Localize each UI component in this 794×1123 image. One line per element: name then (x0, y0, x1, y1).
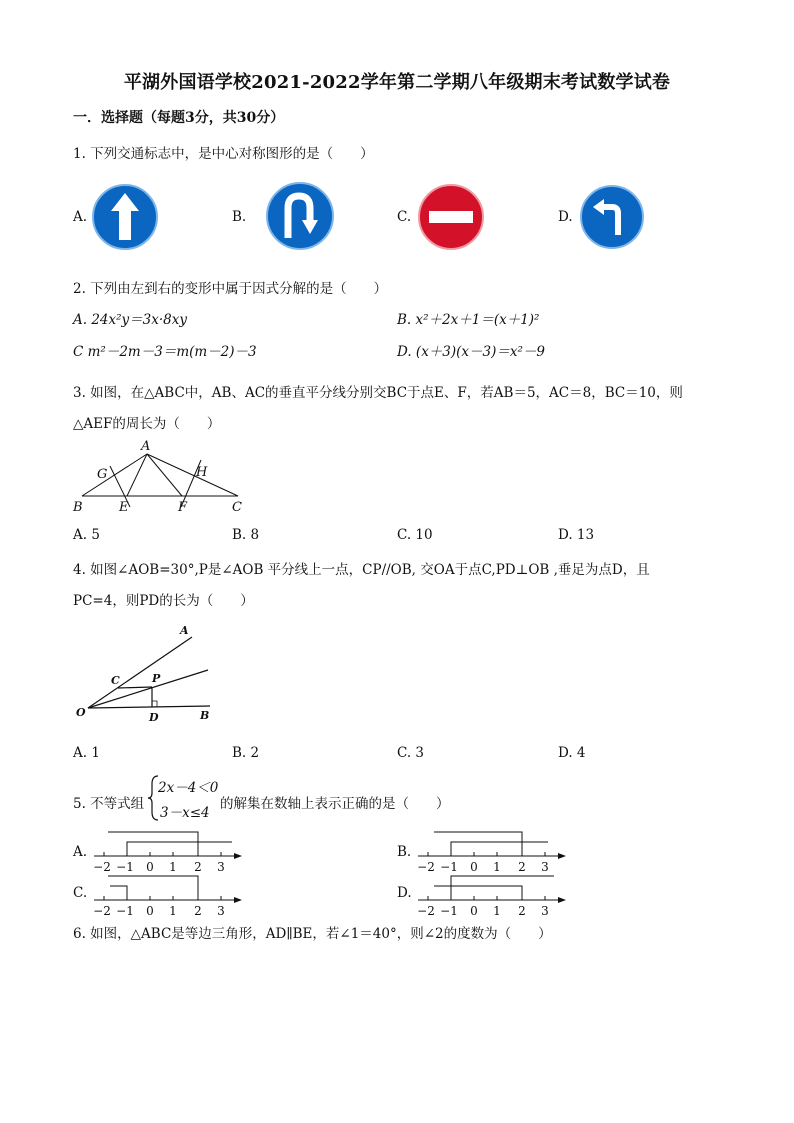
up-arrow-sign-icon (92, 184, 158, 250)
q3-option-b: B. 8 (232, 527, 260, 543)
tick-label: 2 (518, 860, 526, 873)
tick-label: 1 (169, 860, 177, 873)
q3-label-e: E (119, 500, 129, 515)
q4-label-p: P (152, 672, 161, 685)
q2-option-d: D. (x＋3)(x－3)＝x²－9 (397, 344, 546, 360)
tick-label: 0 (146, 904, 154, 917)
tick-label: 3 (541, 860, 549, 873)
q5-stem-pre: 5. 不等式组 (73, 796, 145, 812)
q3-label-h: H (196, 465, 208, 480)
tick-label: 1 (493, 904, 501, 917)
q3-label-a: A (141, 439, 151, 454)
tick-label: −2 (93, 904, 111, 917)
tick-label: −1 (440, 904, 458, 917)
q1-label-a: A. (73, 209, 88, 225)
q4-option-b: B. 2 (232, 745, 260, 761)
q1-label-c: C. (397, 209, 412, 225)
tick-label: 3 (217, 904, 225, 917)
q3-label-f: F (178, 500, 188, 515)
u-turn-sign-icon (266, 182, 334, 250)
q5-numberline-b (414, 828, 569, 873)
tick-label: −1 (440, 860, 458, 873)
turn-left-sign-icon (580, 185, 644, 249)
q5-numberline-c (90, 872, 245, 917)
q3-label-g: G (97, 467, 108, 482)
exam-title: 平湖外国语学校2021-2022学年第二学期八年级期末考试数学试卷 (123, 72, 671, 93)
q5-label-c: C. (73, 885, 88, 901)
q1-stem: 1. 下列交通标志中，是中心对称图形的是（ ） (73, 146, 374, 162)
q4-stem-line2: PC=4，则PD的长为（ ） (73, 593, 254, 609)
q3-option-d: D. 13 (558, 527, 595, 543)
q4-label-d: D (149, 711, 159, 724)
section-heading: 一．选择题（每题3分，共30分） (73, 110, 285, 126)
tick-label: 2 (518, 904, 526, 917)
q3-label-c: C (232, 500, 242, 515)
tick-label: −2 (417, 860, 435, 873)
q4-label-c: C (111, 674, 120, 687)
q4-label-a: A (180, 624, 189, 637)
tick-label: 1 (169, 904, 177, 917)
q6-stem: 6. 如图，△ABC是等边三角形，AD∥BE，若∠1＝40°，则∠2的度数为（ ） (73, 926, 552, 942)
q4-label-o: O (76, 706, 86, 719)
q2-option-b: B. x²＋2x＋1＝(x＋1)² (397, 312, 540, 328)
q5-label-b: B. (397, 844, 412, 860)
tick-label: −2 (417, 904, 435, 917)
q4-option-a: A. 1 (73, 745, 100, 761)
q5-numberline-a (90, 828, 245, 873)
tick-label: 1 (493, 860, 501, 873)
no-entry-sign-icon (418, 184, 484, 250)
q5-stem-post: 的解集在数轴上表示正确的是（ ） (220, 796, 450, 812)
q1-label-b: B. (232, 209, 247, 225)
tick-label: −1 (116, 860, 134, 873)
q4-label-b: B (200, 709, 210, 722)
q5-label-d: D. (397, 885, 412, 901)
tick-label: 2 (194, 904, 202, 917)
q1-label-d: D. (558, 209, 573, 225)
q4-stem-line1: 4. 如图∠AOB=30°,P是∠AOB 平分线上一点，CP//OB, 交OA于点C,PD⊥OB ,垂足为点D，且 (73, 562, 650, 578)
q4-option-d: D. 4 (558, 745, 586, 761)
q3-stem-line1: 3. 如图，在△ABC中，AB、AC的垂直平分线分别交BC于点E、F，若AB＝5，AC＝8，BC＝10，则 (73, 385, 683, 401)
q3-option-a: A. 5 (73, 527, 100, 543)
tick-label: 0 (470, 904, 478, 917)
tick-label: 2 (194, 860, 202, 873)
q3-option-c: C. 10 (397, 527, 433, 543)
tick-label: −1 (116, 904, 134, 917)
q5-label-a: A. (73, 844, 88, 860)
q4-option-c: C. 3 (397, 745, 425, 761)
q3-label-b: B (73, 500, 83, 515)
tick-label: 3 (217, 860, 225, 873)
q2-stem: 2. 下列由左到右的变形中属于因式分解的是（ ） (73, 281, 388, 297)
tick-label: 0 (146, 860, 154, 873)
q2-option-a: A. 24x²y＝3x·8xy (73, 312, 187, 328)
q4-angle-figure (70, 620, 220, 725)
tick-label: 0 (470, 860, 478, 873)
q3-triangle-figure (70, 436, 260, 516)
tick-label: 3 (541, 904, 549, 917)
q5-inequality-2: 3－x≤4 (160, 805, 210, 821)
q5-numberline-d (414, 872, 569, 917)
q3-stem-line2: △AEF的周长为（ ） (73, 416, 221, 432)
q5-inequality-1: 2x－4＜0 (158, 780, 219, 796)
tick-label: −2 (93, 860, 111, 873)
q2-option-c: C m²－2m－3＝m(m－2)－3 (73, 344, 257, 360)
